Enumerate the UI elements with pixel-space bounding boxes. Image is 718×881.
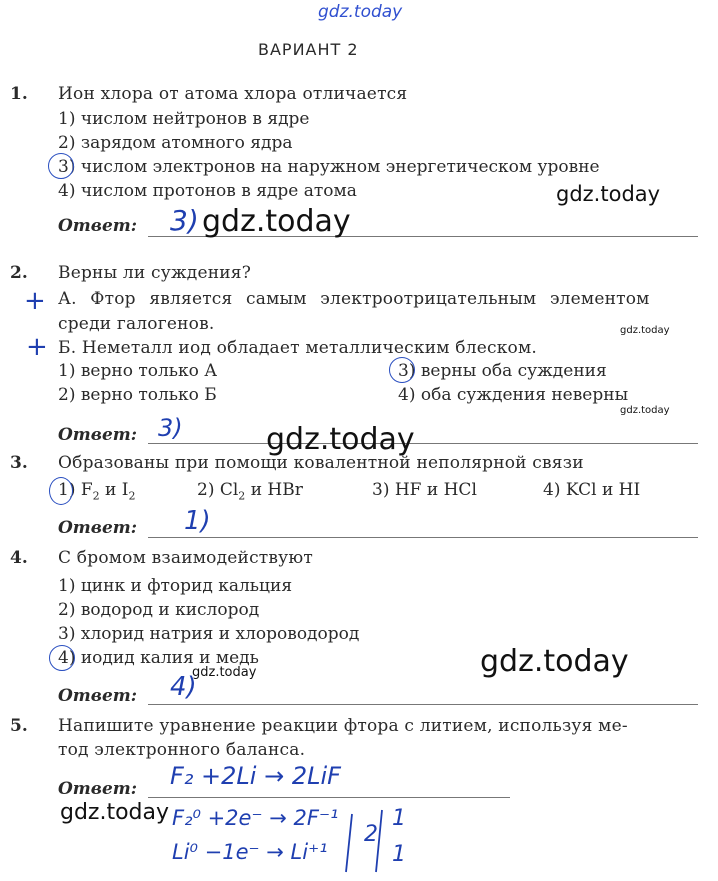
option-2: 2) верно только Б [58,385,217,405]
option-3: 3) HF и HCl [372,480,477,500]
option-4: 4) оба суждения неверны [398,385,629,405]
watermark: gdz.today [60,800,170,825]
statement-a-cont: среди галогенов. [58,314,215,334]
question-text: Ион хлора от атома хлора отличается [58,84,408,104]
answer-line [148,704,698,705]
balance-lcm: 2 [364,822,378,847]
option-1: 1) верно только А [58,361,218,381]
watermark: gdz.today [620,325,670,336]
option-3: 3) хлорид натрия и хлороводород [58,624,360,644]
answer-line [148,537,698,538]
site-watermark: gdz.today [318,2,403,22]
question-number: 3. [10,453,28,473]
answer-label: Ответ: [58,686,138,706]
option-4: 4) иодид калия и медь [58,648,259,668]
answer-line [148,443,698,444]
variant-title: ВАРИАНТ 2 [258,40,359,59]
answer-circle [49,645,75,671]
question-number: 2. [10,263,28,283]
balance-coef-1: 1 [392,806,406,831]
answer-circle [48,153,74,179]
option-2: 2) зарядом атомного ядра [58,133,293,153]
answer-label: Ответ: [58,518,138,538]
watermark: gdz.today [192,665,257,680]
watermark: gdz.today [620,405,670,416]
handwritten-answer: 3) [158,414,183,442]
handwritten-answer: 1) [184,506,211,536]
option-4: 4) KCl и HI [543,480,641,500]
answer-label: Ответ: [58,425,138,445]
question-text: Образованы при помощи ковалентной неполярной связи [58,453,584,473]
handwritten-answer: 3) [170,204,199,237]
option-1: 1) цинк и фторид кальция [58,576,293,596]
question-text: С бромом взаимодействуют [58,548,313,568]
watermark: gdz.today [556,182,661,206]
question-number: 4. [10,548,28,568]
handwritten-half-reaction-1: F₂⁰ +2e⁻ → 2F⁻¹ [172,806,339,830]
option-3: 3) числом электронов на наружном энергетическом уровне [58,157,600,177]
option-2: 2) $Cl_2$ и HBr [197,480,303,503]
watermark: gdz.today [266,422,415,457]
question-text: Напишите уравнение реакции фтора с литием, используя ме- [58,716,628,736]
question-number: 5. [10,716,28,736]
plus-mark: + [26,332,48,362]
question-text: Верны ли суждения? [58,263,252,283]
plus-mark: + [24,286,46,316]
handwritten-equation: F₂ +2Li → 2LiF [170,762,341,790]
option-4: 4) числом протонов в ядре атома [58,181,357,201]
answer-circle [389,357,415,383]
statement-b: Б. Неметалл иод обладает металлическим блеском. [58,338,537,358]
answer-label: Ответ: [58,216,138,236]
question-number: 1. [10,84,28,104]
watermark: gdz.today [480,644,629,679]
statement-a: А. Фтор является самым электроотрицательным элементом [58,289,650,309]
handwritten-half-reaction-2: Li⁰ −1e⁻ → Li⁺¹ [172,840,328,864]
watermark: gdz.today [202,204,351,239]
question-text-cont: тод электронного баланса. [58,740,306,760]
option-2: 2) водород и кислород [58,600,260,620]
handwritten-answer: 4) [170,672,197,702]
option-1: 1) $F_2$ и $I_2$ [58,480,136,503]
answer-line [148,797,510,798]
option-1: 1) числом нейтронов в ядре [58,109,310,129]
answer-circle [49,477,73,505]
answer-label: Ответ: [58,779,138,799]
option-3: 3) верны оба суждения [398,361,607,381]
balance-coef-2: 1 [392,842,406,867]
